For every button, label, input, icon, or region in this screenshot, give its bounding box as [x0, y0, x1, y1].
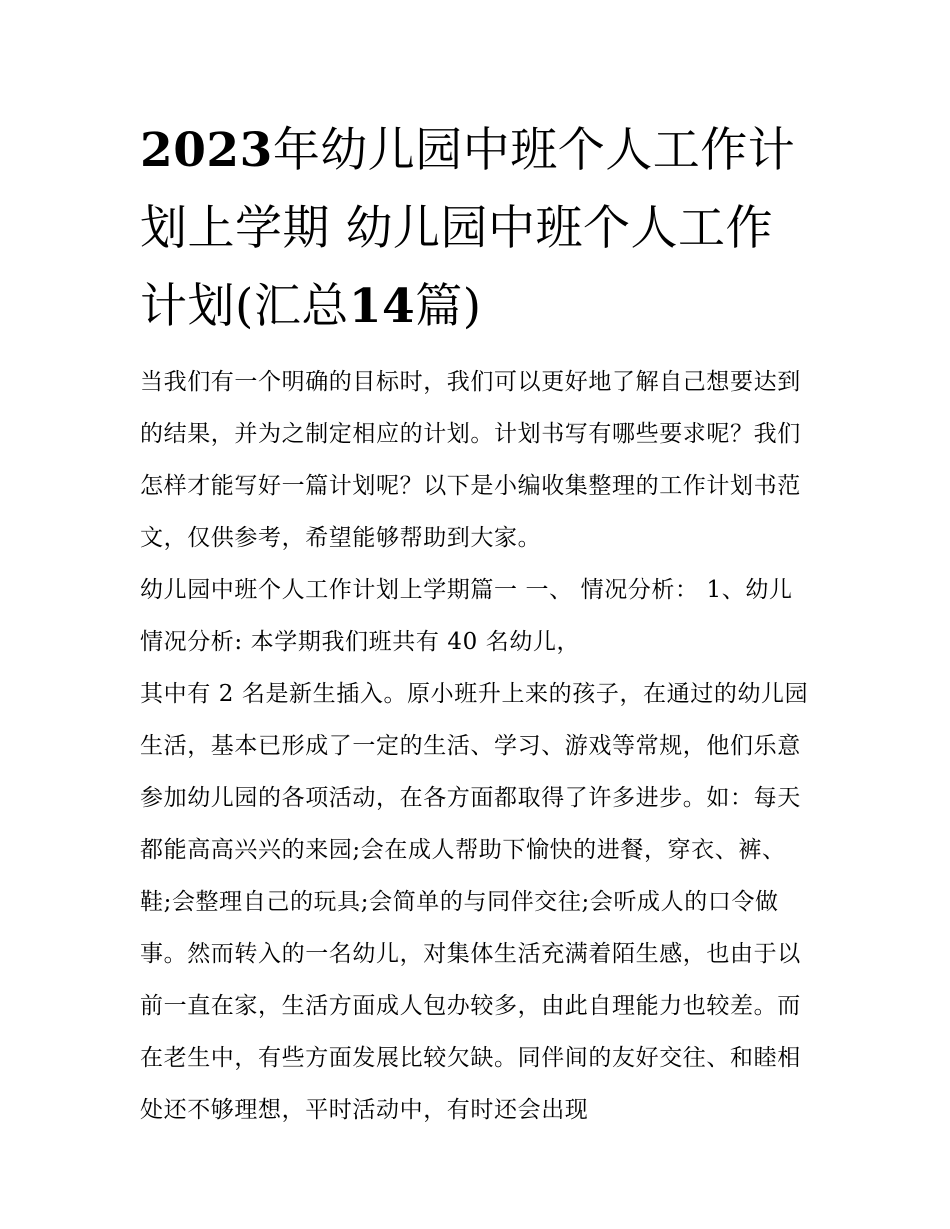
section-heading-paragraph: 幼儿园中班个人工作计划上学期篇一 一、 情况分析： 1、幼儿情况分析: 本学期我们班共有 40 名幼儿， — [140, 577, 793, 655]
document-page — [140, 112, 812, 1136]
title-year: 2023 — [140, 123, 273, 178]
analysis-paragraph: 其中有 2 名是新生插入。原小班升上来的孩子，在通过的幼儿园生活，基本已形成了一定的生活、学习、游戏等常规，他们乐意参加幼儿园的各项活动，在各方面都取得了许多进步。如：每天都能高高兴兴的来园;会在成人帮助下愉快的进餐，穿衣、裤、鞋;会整理自己的玩具;会简单的与同伴交往;会听成人的口令做事。然而转入的一名幼儿，对集体生活充满着陌生感，也由于以前一直在家，生活方面成人包办较多，由此自理能力也较差。而在老生中，有些方面发展比较欠缺。同伴间的友好交往、和睦相处还不够理想，平时活动中，有时还会出现 — [140, 681, 809, 1123]
title-count: 14 — [348, 279, 416, 334]
document-body — [140, 356, 812, 1136]
title-text-main: 年幼儿园中班个人工作计划上学期 幼儿园中班个人工作计划(汇总 — [140, 123, 796, 334]
intro-paragraph: 当我们有一个明确的目标时，我们可以更好地了解自己想要达到的结果，并为之制定相应的计划。计划书写有哪些要求呢？我们怎样才能写好一篇计划呢？以下是小编收集整理的工作计划书范文，仅供参考，希望能够帮助到大家。 — [140, 369, 801, 551]
document-title — [140, 112, 812, 346]
title-text-suffix: 篇) — [415, 279, 482, 334]
